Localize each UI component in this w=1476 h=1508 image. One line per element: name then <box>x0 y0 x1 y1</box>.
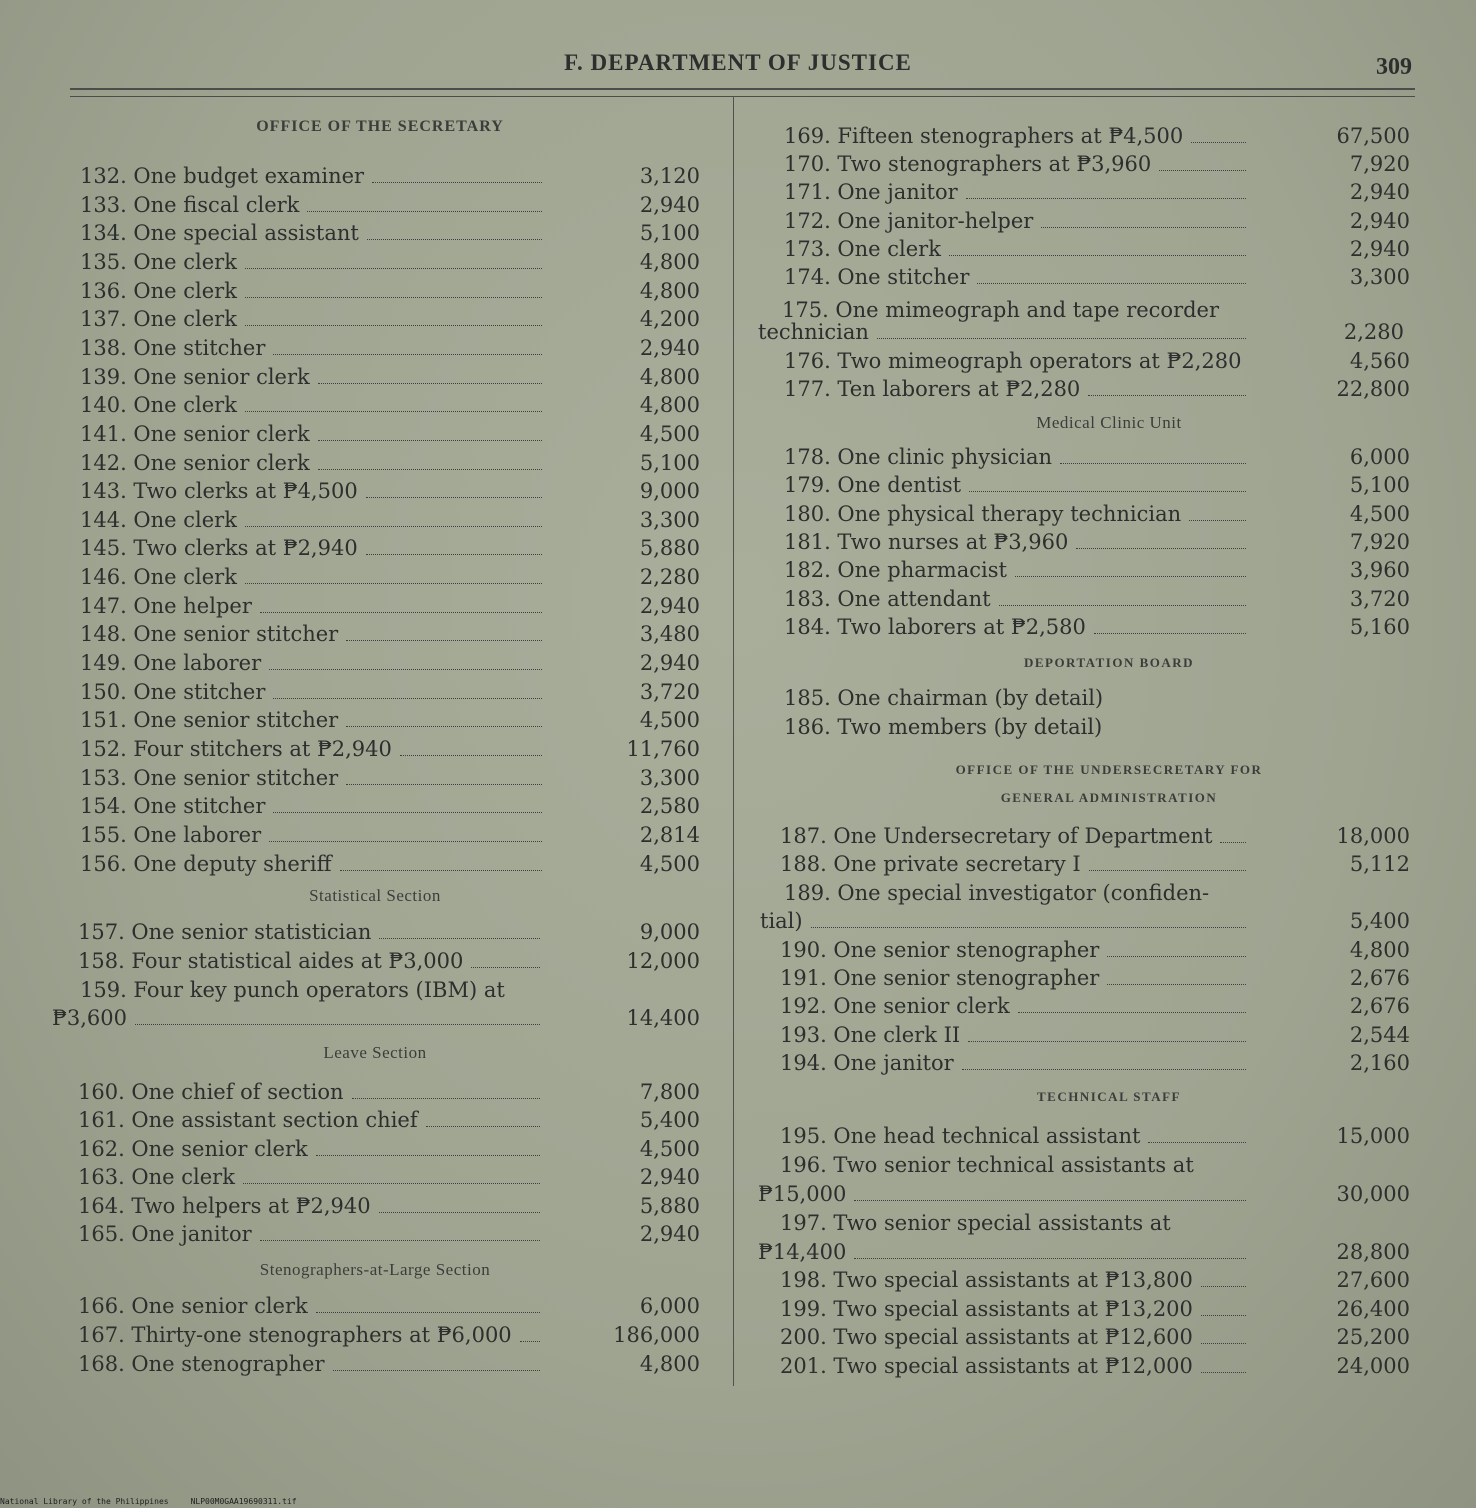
footer-file: NLP00M0GAA19690311.tif <box>190 1497 297 1506</box>
dot-leader <box>135 1023 540 1025</box>
dot-leader <box>316 1311 540 1313</box>
list-item <box>0 277 733 305</box>
list-item <box>734 992 1476 1020</box>
item-label: 171. One janitor <box>784 180 958 205</box>
item-197-line1: 197. Two senior special assistants at <box>780 1211 1171 1235</box>
item-amount: 2,940 <box>639 192 700 217</box>
item-amount: 24,000 <box>1336 1353 1410 1378</box>
item-label: 180. One physical therapy technician <box>784 501 1182 526</box>
list-item <box>734 178 1476 206</box>
item-label: 145. Two clerks at ₱2,940 <box>80 536 358 561</box>
dot-leader <box>1094 632 1246 634</box>
item-amount: 2,940 <box>639 593 700 618</box>
dot-leader <box>520 1340 540 1342</box>
item-amount: 5,100 <box>1349 473 1410 498</box>
list-item <box>734 235 1476 263</box>
section-title-stenographers: Stenographers-at-Large Section <box>259 1260 491 1279</box>
item-159-line1: 159. Four key punch operators (IBM) at <box>80 978 505 1002</box>
list-item <box>0 563 733 591</box>
item-label: 201. Two special assistants at ₱12,000 <box>780 1353 1193 1378</box>
item-amount: 4,800 <box>639 393 700 418</box>
dot-leader <box>269 840 542 842</box>
list-item <box>734 122 1476 150</box>
dot-leader <box>1076 547 1246 549</box>
dot-leader <box>379 937 540 939</box>
item-label: 149. One laborer <box>80 651 262 676</box>
item-label: 176. Two mimeograph operators at ₱2,280 <box>784 349 1242 373</box>
item-label: 183. One attendant <box>784 586 991 611</box>
item-label: 190. One senior stenographer <box>780 938 1100 962</box>
item-amount: 4,800 <box>639 249 700 274</box>
item-label: 148. One senior stitcher <box>80 622 339 647</box>
dot-leader <box>245 267 542 269</box>
deportation-item-185: 185. One chairman (by detail) <box>784 686 1104 710</box>
item-label: 200. Two special assistants at ₱12,600 <box>780 1325 1193 1349</box>
item-label: 153. One senior stitcher <box>80 765 339 790</box>
list-item <box>734 443 1476 471</box>
dot-leader <box>316 1154 540 1156</box>
item-amount: 2,160 <box>1349 1050 1410 1075</box>
item-amount: 67,500 <box>1336 124 1410 148</box>
list-item <box>0 792 733 820</box>
item-amount: 3,720 <box>1349 586 1410 611</box>
list-item <box>0 1135 733 1163</box>
item-amount: 3,300 <box>639 765 700 790</box>
item-amount: 4,200 <box>639 307 700 332</box>
dot-leader <box>1060 462 1246 464</box>
item-label: 167. Thirty-one stenographers at ₱6,000 <box>78 1323 512 1347</box>
item-label: 144. One clerk <box>80 507 237 532</box>
item-175-amount: 2,280 <box>1343 320 1404 344</box>
item-amount: 4,800 <box>1349 938 1410 962</box>
list-item <box>0 649 733 677</box>
scan-footer <box>0 1497 319 1506</box>
item-label: 142. One senior clerk <box>80 450 310 475</box>
item-amount: 2,280 <box>639 565 700 590</box>
dot-leader <box>372 181 542 183</box>
list-item <box>0 420 733 448</box>
item-label: 198. Two special assistants at ₱13,800 <box>780 1268 1193 1292</box>
dot-leader <box>1201 1314 1246 1316</box>
list-item <box>734 1323 1476 1351</box>
item-label: 146. One clerk <box>80 565 237 590</box>
item-label: 165. One janitor <box>78 1222 252 1246</box>
item-amount: 9,000 <box>639 920 700 944</box>
item-amount: 2,940 <box>1349 180 1410 205</box>
item-label: 174. One stitcher <box>784 265 970 289</box>
item-label: 163. One clerk <box>78 1165 235 1190</box>
item-amount: 2,940 <box>639 335 700 360</box>
item-label: 166. One senior clerk <box>78 1294 308 1318</box>
item-175-line2: technician <box>758 320 869 344</box>
dot-leader <box>346 639 542 641</box>
item-label: 141. One senior clerk <box>80 421 310 446</box>
list-item <box>0 334 733 362</box>
list-item <box>0 620 733 648</box>
list-item <box>0 248 733 276</box>
item-amount: 4,500 <box>639 708 700 733</box>
dot-leader <box>346 725 542 727</box>
item-label: 194. One janitor <box>780 1050 954 1075</box>
section-title-deportation: DEPORTATION BOARD <box>1023 655 1195 670</box>
list-item <box>0 850 733 878</box>
list-item <box>734 1122 1476 1150</box>
item-amount: 5,100 <box>639 450 700 475</box>
dot-leader <box>379 1211 540 1213</box>
item-amount: 2,676 <box>1349 994 1410 1019</box>
item-amount: 6,000 <box>639 1294 700 1318</box>
item-amount: 5,160 <box>1349 614 1410 639</box>
item-label: 193. One clerk II <box>780 1022 961 1047</box>
dot-leader <box>366 496 542 498</box>
item-196-line2: ₱15,000 <box>758 1182 847 1206</box>
item-189-amount: 5,400 <box>1349 909 1410 933</box>
item-label: 184. Two laborers at ₱2,580 <box>784 614 1086 639</box>
list-item <box>0 678 733 706</box>
list-item <box>0 162 733 190</box>
item-amount: 4,500 <box>639 851 700 876</box>
item-label: 169. Fifteen stenographers at ₱4,500 <box>784 124 1184 148</box>
list-item <box>734 556 1476 584</box>
list-item <box>0 947 733 975</box>
item-amount: 7,920 <box>1349 529 1410 554</box>
item-label: 132. One budget examiner <box>80 164 365 188</box>
dot-leader <box>318 468 542 470</box>
dot-leader <box>245 296 542 298</box>
dot-leader <box>1148 1141 1246 1143</box>
dot-leader <box>1201 1371 1246 1373</box>
dot-leader <box>367 238 542 240</box>
item-amount: 26,400 <box>1336 1296 1410 1321</box>
dot-leader <box>243 1182 540 1184</box>
item-amount: 4,800 <box>639 1352 700 1376</box>
item-195-amount: 15,000 <box>1336 1124 1410 1148</box>
section-title-technical-staff: TECHNICAL STAFF <box>1037 1089 1181 1104</box>
list-item <box>0 592 733 620</box>
item-amount: 7,800 <box>639 1080 700 1104</box>
item-189-line2: tial) <box>760 909 803 933</box>
list-item <box>0 1004 733 1032</box>
list-item <box>734 822 1476 850</box>
list-item <box>0 506 733 534</box>
dot-leader <box>1088 394 1246 396</box>
list-item <box>734 1266 1476 1294</box>
item-amount: 5,880 <box>639 1193 700 1218</box>
list-item <box>734 347 1476 375</box>
item-label: 191. One senior stenographer <box>780 966 1100 991</box>
dot-leader <box>400 754 542 756</box>
item-label: 143. Two clerks at ₱4,500 <box>80 479 358 504</box>
dot-leader <box>854 1257 1246 1259</box>
item-label: 173. One clerk <box>784 236 941 261</box>
item-label: 147. One helper <box>80 593 252 618</box>
dot-leader <box>318 439 542 441</box>
item-amount: 6,000 <box>1349 445 1410 469</box>
item-amount: 3,720 <box>639 679 700 704</box>
list-item <box>734 150 1476 178</box>
item-label: 136. One clerk <box>80 278 237 303</box>
item-label: 155. One laborer <box>80 822 262 847</box>
item-amount: 3,960 <box>1349 558 1410 583</box>
item-189-line1: 189. One special investigator (confiden- <box>784 881 1210 905</box>
item-195-label: 195. One head technical assistant <box>780 1124 1141 1148</box>
item-197-amount: 28,800 <box>1336 1240 1410 1264</box>
dot-leader <box>854 1199 1246 1201</box>
item-label: 154. One stitcher <box>80 794 266 819</box>
item-label: 137. One clerk <box>80 307 237 332</box>
item-amount: 4,500 <box>639 1136 700 1161</box>
list-item <box>0 219 733 247</box>
item-159-line2: ₱3,600 <box>52 1006 127 1030</box>
item-label: 138. One stitcher <box>80 335 266 360</box>
item-label: 151. One senior stitcher <box>80 708 339 733</box>
list-item <box>734 964 1476 992</box>
list-item <box>0 534 733 562</box>
item-amount: 4,560 <box>1349 349 1410 373</box>
section-title-statistical: Statistical Section <box>309 886 441 905</box>
dot-leader <box>245 525 542 527</box>
list-item <box>734 1049 1476 1077</box>
list-item <box>0 1192 733 1220</box>
list-item <box>734 471 1476 499</box>
item-amount: 3,300 <box>1349 265 1410 289</box>
item-label: 162. One senior clerk <box>78 1136 308 1161</box>
item-amount: 22,800 <box>1336 377 1410 401</box>
list-item <box>734 1021 1476 1049</box>
item-amount: 5,400 <box>639 1108 700 1133</box>
dot-leader <box>307 210 542 212</box>
dot-leader <box>352 1097 540 1099</box>
dot-leader <box>1107 955 1246 957</box>
list-item <box>734 263 1476 291</box>
list-item <box>734 207 1476 235</box>
item-amount: 3,480 <box>639 622 700 647</box>
item-label: 133. One fiscal clerk <box>80 192 300 217</box>
item-label: 140. One clerk <box>80 393 237 418</box>
section-title-leave: Leave Section <box>323 1043 427 1062</box>
item-amount: 2,676 <box>1349 966 1410 991</box>
list-item <box>734 585 1476 613</box>
item-amount: 2,940 <box>639 651 700 676</box>
item-label: 199. Two special assistants at ₱13,200 <box>780 1296 1193 1321</box>
item-196-amount: 30,000 <box>1336 1182 1410 1206</box>
item-amount: 12,000 <box>626 949 700 973</box>
list-item <box>734 500 1476 528</box>
list-item <box>0 706 733 734</box>
list-item <box>734 613 1476 641</box>
section-title-undersecretary: OFFICE OF THE UNDERSECRETARY FOR <box>955 762 1263 777</box>
item-label: 164. Two helpers at ₱2,940 <box>78 1193 371 1218</box>
item-amount: 4,500 <box>639 421 700 446</box>
dot-leader <box>273 697 542 699</box>
item-amount: 18,000 <box>1336 824 1410 848</box>
list-item <box>734 1295 1476 1323</box>
item-amount: 5,112 <box>1349 852 1410 876</box>
dot-leader <box>273 811 542 813</box>
list-item <box>734 1180 1476 1208</box>
dot-leader <box>811 926 1246 928</box>
list-item <box>0 735 733 763</box>
list-item <box>0 449 733 477</box>
header-rule-thin <box>70 96 1415 97</box>
page-title: F. DEPARTMENT OF JUSTICE <box>564 50 912 75</box>
list-item <box>0 1078 733 1106</box>
list-item <box>0 1220 733 1248</box>
item-label: 188. One private secretary I <box>780 852 1081 876</box>
section-title-medical: Medical Clinic Unit <box>1036 413 1182 432</box>
dot-leader <box>1201 1342 1246 1344</box>
dot-leader <box>1018 1011 1246 1013</box>
page-number: 309 <box>1376 54 1412 80</box>
item-amount: 7,920 <box>1349 152 1410 177</box>
list-item <box>734 528 1476 556</box>
list-item <box>0 305 733 333</box>
dot-leader <box>949 254 1246 256</box>
item-label: 161. One assistant section chief <box>78 1108 418 1133</box>
item-label: 157. One senior statistician <box>78 920 372 944</box>
dot-leader <box>977 282 1246 284</box>
list-item <box>0 391 733 419</box>
item-amount: 5,880 <box>639 536 700 561</box>
dot-leader <box>245 582 542 584</box>
item-label: 177. Ten laborers at ₱2,280 <box>784 377 1081 401</box>
item-amount: 2,940 <box>1349 236 1410 261</box>
item-label: 192. One senior clerk <box>780 994 1010 1019</box>
item-amount: 2,580 <box>639 794 700 819</box>
item-label: 135. One clerk <box>80 249 237 274</box>
item-amount: 2,814 <box>639 822 700 847</box>
item-159-amount: 14,400 <box>626 1006 700 1030</box>
item-amount: 2,940 <box>1349 208 1410 233</box>
dot-leader <box>269 668 542 670</box>
list-item <box>734 936 1476 964</box>
dot-leader <box>426 1125 540 1127</box>
section-title-general-administration: GENERAL ADMINISTRATION <box>1000 790 1218 805</box>
item-amount: 2,940 <box>639 1222 700 1246</box>
list-item <box>734 907 1476 935</box>
item-label: 134. One special assistant <box>80 221 359 246</box>
header-rule <box>70 88 1415 90</box>
item-amount: 3,120 <box>639 164 700 188</box>
dot-leader <box>333 1369 540 1371</box>
item-label: 181. Two nurses at ₱3,960 <box>784 529 1069 554</box>
dot-leader <box>1041 226 1246 228</box>
item-label: 179. One dentist <box>784 473 962 498</box>
list-item <box>0 1163 733 1191</box>
list-item <box>0 1106 733 1134</box>
dot-leader <box>260 1239 540 1241</box>
item-amount: 2,544 <box>1349 1022 1410 1047</box>
list-item <box>0 821 733 849</box>
item-amount: 4,800 <box>639 364 700 389</box>
list-item <box>0 477 733 505</box>
list-item <box>0 1321 733 1349</box>
item-amount: 27,600 <box>1336 1268 1410 1292</box>
dot-leader <box>1201 1285 1246 1287</box>
dot-leader <box>1159 169 1246 171</box>
dot-leader <box>1107 983 1246 985</box>
list-item <box>0 191 733 219</box>
item-197-line2: ₱14,400 <box>758 1240 847 1264</box>
dot-leader <box>1220 841 1246 843</box>
dot-leader <box>245 410 542 412</box>
item-amount: 5,100 <box>639 221 700 246</box>
item-label: 187. One Undersecretary of Department <box>780 824 1213 848</box>
item-amount: 186,000 <box>613 1323 700 1347</box>
item-label: 152. Four stitchers at ₱2,940 <box>80 737 392 761</box>
dot-leader <box>318 382 542 384</box>
item-label: 160. One chief of section <box>78 1080 344 1104</box>
footer-library: National Library of the Philippines <box>0 1497 169 1506</box>
dot-leader <box>346 783 542 785</box>
list-item <box>0 918 733 946</box>
dot-leader <box>877 337 1246 339</box>
list-item <box>0 363 733 391</box>
list-item <box>734 1352 1476 1380</box>
item-label: 170. Two stenographers at ₱3,960 <box>784 152 1152 177</box>
item-label: 150. One stitcher <box>80 679 266 704</box>
item-amount: 11,760 <box>626 737 700 761</box>
item-label: 158. Four statistical aides at ₱3,000 <box>78 949 464 973</box>
dot-leader <box>968 1040 1246 1042</box>
dot-leader <box>260 611 542 613</box>
item-amount: 9,000 <box>639 479 700 504</box>
item-label: 156. One deputy sheriff <box>80 851 332 876</box>
dot-leader <box>1191 141 1246 143</box>
dot-leader <box>999 604 1246 606</box>
list-item <box>734 375 1476 403</box>
dot-leader <box>340 869 543 871</box>
list-item <box>734 850 1476 878</box>
dot-leader <box>1015 575 1246 577</box>
dot-leader <box>366 553 542 555</box>
item-196-line1: 196. Two senior technical assistants at <box>780 1153 1194 1177</box>
dot-leader <box>969 490 1246 492</box>
list-item <box>734 1238 1476 1266</box>
item-label: 182. One pharmacist <box>784 558 1007 583</box>
section-title-office-secretary: OFFICE OF THE SECRETARY <box>256 118 504 135</box>
item-amount: 3,300 <box>639 507 700 532</box>
list-item <box>734 318 1476 346</box>
dot-leader <box>245 324 542 326</box>
item-175-line1: 175. One mimeograph and tape recorder <box>782 298 1220 322</box>
item-amount: 4,800 <box>639 278 700 303</box>
list-item <box>0 1350 733 1378</box>
item-label: 139. One senior clerk <box>80 364 310 389</box>
dot-leader <box>1089 869 1246 871</box>
item-amount: 4,500 <box>1349 501 1410 526</box>
dot-leader <box>1189 519 1246 521</box>
item-label: 168. One stenographer <box>78 1352 325 1376</box>
deportation-item-186: 186. Two members (by detail) <box>784 715 1103 739</box>
item-amount: 2,940 <box>639 1165 700 1190</box>
list-item <box>0 1292 733 1320</box>
item-label: 172. One janitor-helper <box>784 208 1034 233</box>
list-item <box>0 764 733 792</box>
item-label: 178. One clinic physician <box>784 445 1052 469</box>
dot-leader <box>966 197 1246 199</box>
dot-leader <box>962 1068 1246 1070</box>
item-amount: 25,200 <box>1336 1325 1410 1349</box>
dot-leader <box>273 353 542 355</box>
dot-leader <box>471 966 540 968</box>
